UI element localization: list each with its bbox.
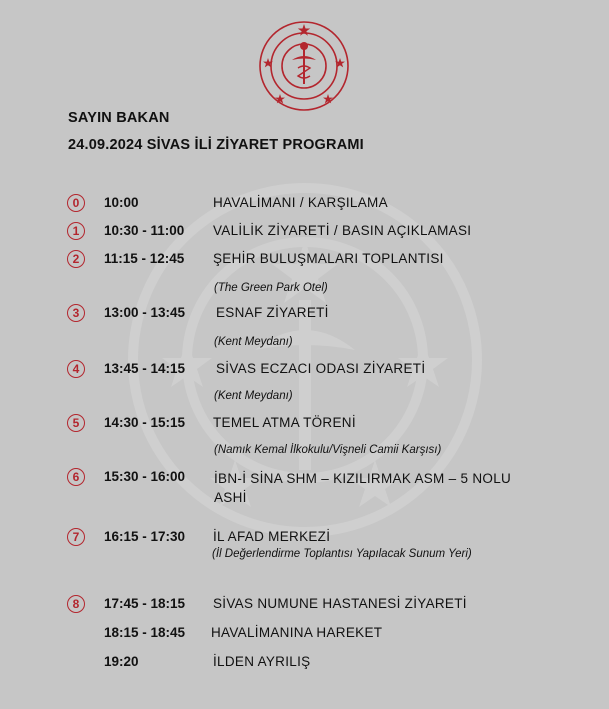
item-location: (İl Değerlendirme Toplantısı Yapılacak Sunum Yeri) bbox=[212, 548, 472, 560]
item-number-badge: 0 bbox=[67, 194, 85, 212]
item-title: HAVALİMANI / KARŞILAMA bbox=[213, 195, 388, 210]
item-time: 18:15 - 18:45 bbox=[104, 625, 186, 640]
item-number-badge: 4 bbox=[67, 360, 85, 378]
schedule-item bbox=[0, 360, 609, 382]
item-number-badge: 2 bbox=[67, 250, 85, 268]
schedule-item bbox=[0, 250, 609, 272]
item-title: TEMEL ATMA TÖRENİ bbox=[213, 415, 356, 430]
item-location: (Kent Meydanı) bbox=[214, 390, 293, 402]
item-number-badge: 7 bbox=[67, 528, 85, 546]
item-location: (Namık Kemal İlkokulu/Vişneli Camii Karşısı) bbox=[214, 444, 442, 456]
program-title: 24.09.2024 SİVAS İLİ ZİYARET PROGRAMI bbox=[68, 137, 364, 153]
item-title: İL AFAD MERKEZİ bbox=[213, 529, 331, 544]
item-number-badge: 3 bbox=[67, 304, 85, 322]
item-title: VALİLİK ZİYARETİ / BASIN AÇIKLAMASI bbox=[213, 223, 472, 238]
item-time: 13:00 - 13:45 bbox=[104, 305, 186, 320]
item-title: ESNAF ZİYARETİ bbox=[216, 305, 329, 320]
item-title: SİVAS NUMUNE HASTANESİ ZİYARETİ bbox=[213, 596, 467, 611]
schedule-item bbox=[0, 595, 609, 617]
item-title: SİVAS ECZACI ODASI ZİYARETİ bbox=[216, 361, 426, 376]
ministry-seal-icon bbox=[258, 20, 350, 112]
item-location: (Kent Meydanı) bbox=[214, 336, 293, 348]
item-number-badge: 5 bbox=[67, 414, 85, 432]
schedule-item bbox=[0, 528, 609, 550]
item-number-badge: 8 bbox=[67, 595, 85, 613]
item-location: (The Green Park Otel) bbox=[214, 282, 328, 294]
item-title: İBN-İ SİNA SHM – KIZILIRMAK ASM – 5 NOLU ASHİ bbox=[214, 471, 512, 505]
item-time: 15:30 - 16:00 bbox=[104, 469, 186, 484]
item-time: 10:00 bbox=[104, 195, 139, 210]
schedule-item bbox=[0, 304, 609, 326]
item-title: İLDEN AYRILIŞ bbox=[213, 654, 311, 669]
schedule-item bbox=[0, 222, 609, 244]
item-time: 16:15 - 17:30 bbox=[104, 529, 186, 544]
item-time: 10:30 - 11:00 bbox=[104, 223, 185, 238]
item-title: HAVALİMANINA HAREKET bbox=[211, 625, 383, 640]
item-number-badge: 1 bbox=[67, 222, 85, 240]
item-time: 13:45 - 14:15 bbox=[104, 361, 186, 376]
item-time: 11:15 - 12:45 bbox=[104, 251, 185, 266]
item-time: 17:45 - 18:15 bbox=[104, 596, 186, 611]
schedule-item bbox=[0, 468, 609, 510]
schedule-item bbox=[0, 414, 609, 436]
item-time: 14:30 - 15:15 bbox=[104, 415, 186, 430]
item-number-badge: 6 bbox=[67, 468, 85, 486]
item-time: 19:20 bbox=[104, 654, 139, 669]
schedule-item bbox=[0, 624, 609, 646]
schedule-item bbox=[0, 194, 609, 216]
salutation-heading: SAYIN BAKAN bbox=[68, 110, 170, 126]
item-title: ŞEHİR BULUŞMALARI TOPLANTISI bbox=[213, 251, 444, 266]
schedule-item bbox=[0, 653, 609, 675]
